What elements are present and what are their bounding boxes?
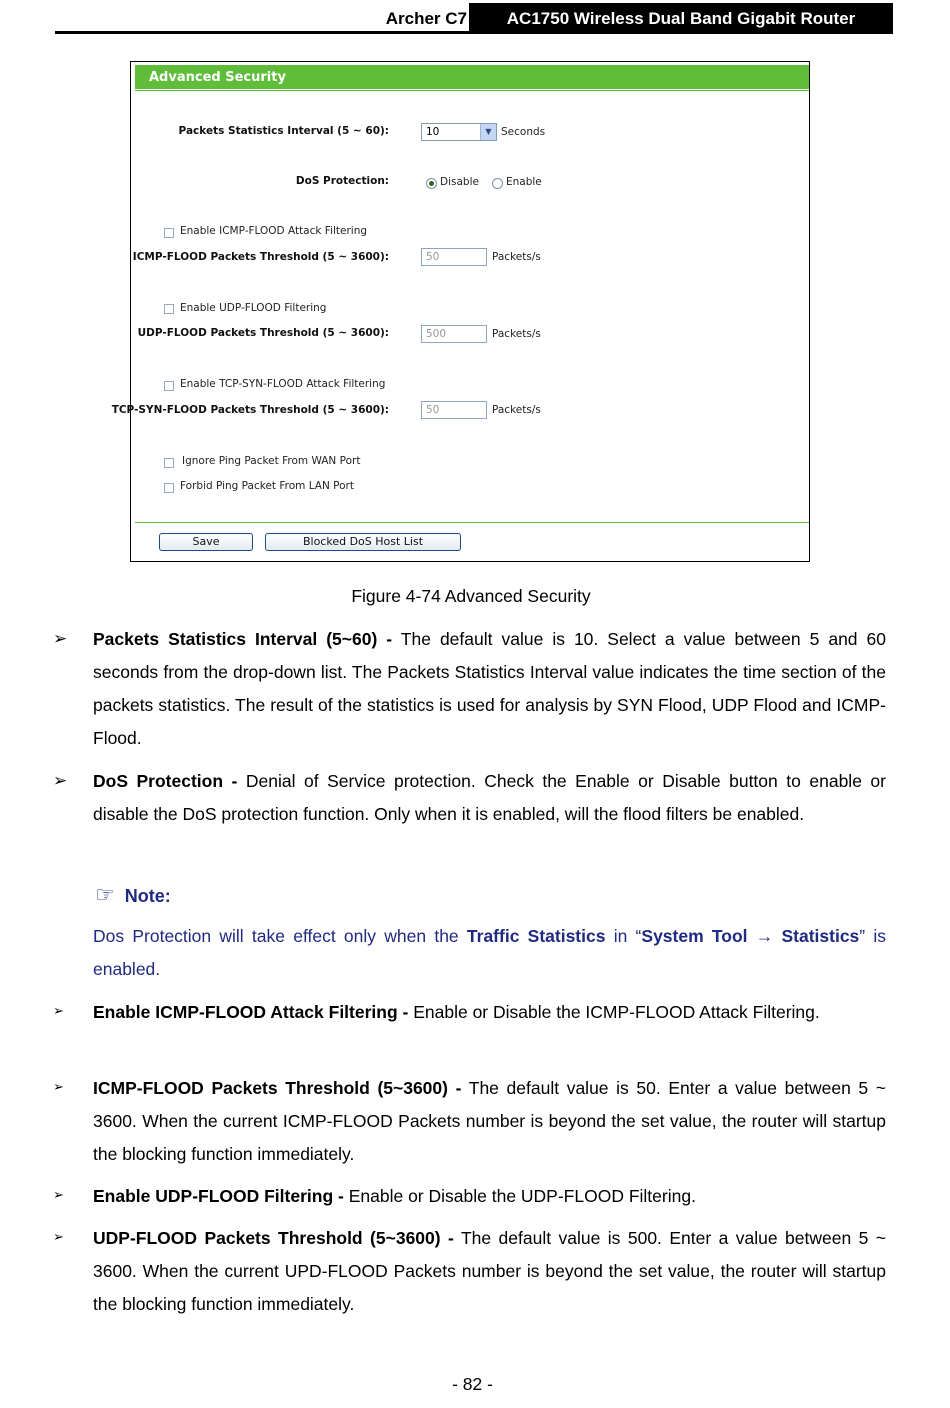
tcp-syn-threshold-input[interactable]: 50 [421, 401, 487, 419]
dos-description [93, 765, 886, 831]
tcp-syn-threshold-label: TCP-SYN-FLOOD Packets Threshold (5 ~ 3600): [111, 404, 389, 416]
save-button[interactable]: Save [159, 533, 253, 551]
dos-text: Denial of Service protection. Check the Enable or Disable button to enable or disable the DoS protection function. Only when it is enabled, will the flood filters be enabled. [93, 771, 886, 824]
panel-divider-bottom [135, 522, 809, 523]
icmp-filter-label: Enable ICMP-FLOOD Attack Filtering [180, 225, 368, 237]
udp-threshold-term: UDP-FLOOD Packets Threshold (5~3600) - [93, 1228, 454, 1248]
udp-threshold-description [93, 1222, 886, 1321]
interval-text: The default value is 10. Select a value between 5 and 60 seconds from the drop-down list. The Packets Statistics Interval value indicates the time section of the packets statistics. The result of the statistics is used for analysis by SYN Flood, UDP Flood and ICMP-Flood. [93, 629, 887, 748]
small-arrow-bullet-icon: ➢ [53, 1003, 64, 1018]
udp-threshold-label: UDP-FLOOD Packets Threshold (5 ~ 3600): [137, 327, 389, 339]
icmp-threshold-term: ICMP-FLOOD Packets Threshold (5~3600) - [93, 1078, 462, 1098]
panel-divider-top [135, 90, 809, 91]
udp-unit: Packets/s [492, 328, 541, 340]
header-model: Archer C7 [385, 9, 467, 28]
udp-filter-text: Enable or Disable the UDP-FLOOD Filtering. [348, 1186, 696, 1206]
icmp-unit: Packets/s [492, 251, 541, 263]
icmp-threshold-input[interactable]: 50 [421, 248, 487, 266]
note-text-5: ” is enabled. [93, 926, 886, 979]
tcp-syn-unit: Packets/s [492, 404, 541, 416]
note-heading [95, 882, 171, 908]
note-title: Note: [124, 886, 171, 906]
icmp-filter-description [93, 996, 886, 1029]
small-arrow-bullet-icon: ➢ [53, 1229, 64, 1244]
icmp-filter-text: Enable or Disable the ICMP-FLOOD Attack Filtering. [413, 1002, 820, 1022]
small-arrow-bullet-icon: ➢ [53, 1079, 64, 1094]
interval-value: 10 [426, 126, 440, 138]
forbid-lan-ping-label: Forbid Ping Packet From LAN Port [180, 480, 354, 492]
forbid-lan-ping-checkbox[interactable] [164, 483, 174, 493]
header-title: AC1750 Wireless Dual Band Gigabit Router [469, 3, 893, 32]
ignore-wan-ping-label: Ignore Ping Packet From WAN Port [182, 455, 361, 467]
advanced-security-panel [111, 61, 810, 562]
dos-disable-label: Disable [440, 176, 479, 188]
dos-label: DoS Protection: [295, 175, 389, 187]
note-text-2: Traffic Statistics [466, 926, 606, 946]
note-text-1: Dos Protection will take effect only when the [93, 926, 467, 946]
page-number: - 82 - [452, 1374, 493, 1394]
arrow-bullet-icon: ➢ [53, 771, 68, 790]
udp-filter-description [93, 1180, 886, 1213]
udp-filter-label: Enable UDP-FLOOD Filtering [180, 302, 327, 314]
udp-threshold-input[interactable]: 500 [421, 325, 487, 343]
arrow-bullet-icon: ➢ [53, 629, 68, 648]
dos-enable-radio[interactable] [492, 178, 503, 189]
interval-label: Packets Statistics Interval (5 ~ 60): [178, 125, 389, 137]
icmp-threshold-label: ICMP-FLOOD Packets Threshold (5 ~ 3600): [132, 251, 389, 263]
icmp-threshold-description [93, 1072, 886, 1171]
icmp-threshold-text: The default value is 50. Enter a value between 5 ~ 3600. When the current ICMP-FLOOD Packets number is beyond the set value, the router will startup the blocking function immediately. [93, 1078, 886, 1164]
note-text [93, 920, 886, 986]
tcp-syn-filter-checkbox[interactable] [164, 381, 174, 391]
udp-filter-checkbox[interactable] [164, 304, 174, 314]
header-rule [55, 31, 893, 34]
pointing-hand-icon: ☞ [95, 882, 115, 907]
udp-threshold-text: The default value is 500. Enter a value between 5 ~ 3600. When the current UPD-FLOOD Packets number is beyond the set value, the router will startup the blocking function immediately. [93, 1228, 886, 1314]
tcp-syn-filter-label: Enable TCP-SYN-FLOOD Attack Filtering [180, 378, 386, 390]
udp-filter-term: Enable UDP-FLOOD Filtering - [93, 1186, 344, 1206]
interval-term: Packets Statistics Interval (5~60) - [93, 629, 393, 649]
interval-unit: Seconds [501, 126, 546, 138]
icmp-filter-checkbox[interactable] [164, 228, 174, 238]
small-arrow-bullet-icon: ➢ [53, 1187, 64, 1202]
note-text-3: in “ [605, 926, 642, 946]
dos-term: DoS Protection - [93, 771, 238, 791]
chevron-down-icon[interactable]: ▼ [480, 124, 496, 140]
blocked-dos-host-list-button[interactable]: Blocked DoS Host List [265, 533, 461, 551]
dos-enable-label: Enable [506, 176, 542, 188]
panel-heading: Advanced Security [135, 65, 809, 89]
ignore-wan-ping-checkbox[interactable] [164, 458, 174, 468]
note-text-4: System Tool → Statistics [641, 926, 860, 946]
figure-caption: Figure 4-74 Advanced Security [351, 586, 591, 606]
dos-disable-radio[interactable] [426, 178, 437, 189]
icmp-filter-term: Enable ICMP-FLOOD Attack Filtering - [93, 1002, 409, 1022]
interval-description [93, 623, 886, 755]
interval-select[interactable] [421, 123, 497, 141]
